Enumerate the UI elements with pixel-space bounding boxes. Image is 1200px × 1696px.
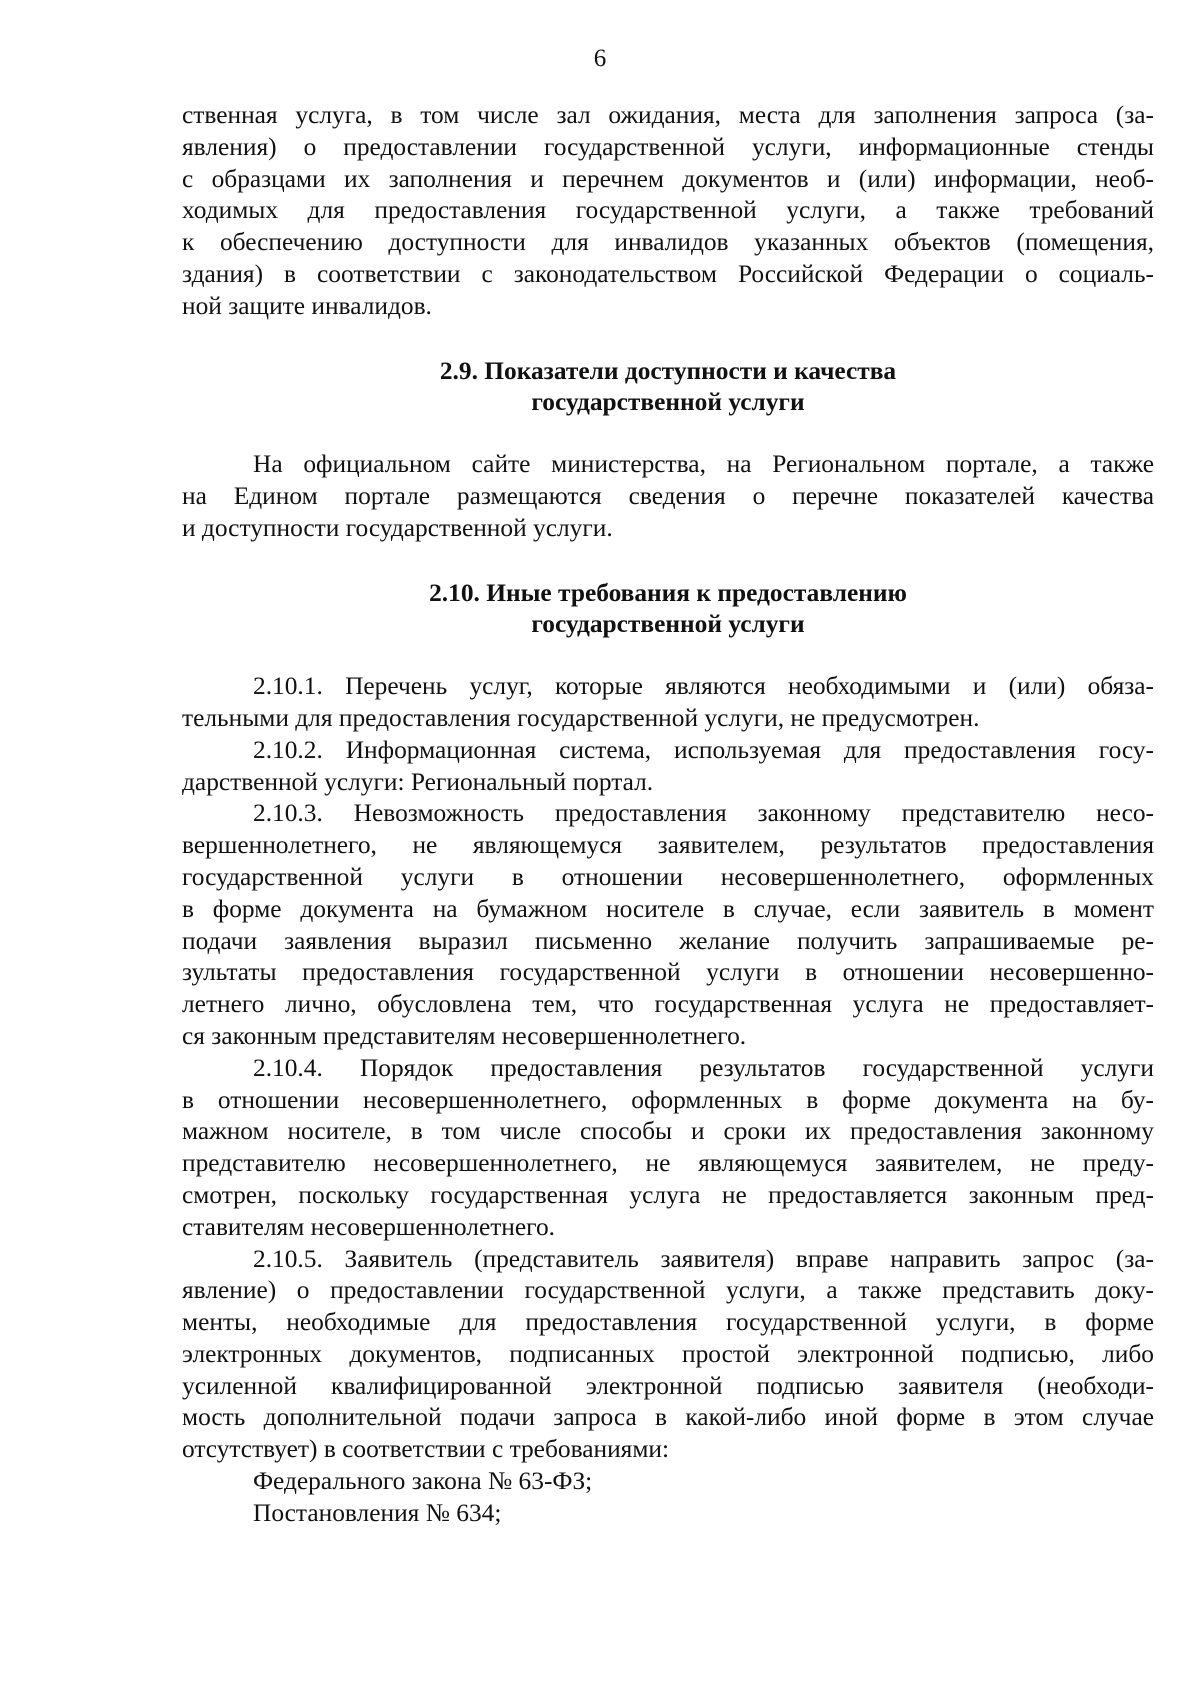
text-line: 2.10.3. Невозможность предоставления законному представителю несо- [253,799,1154,828]
paragraph-2-10-4 [182,1053,1154,1244]
section-title-line: 2.9. Показатели доступности и качества [439,356,897,385]
text-line: с образцами их заполнения и перечнем документов и (или) информации, необ- [182,164,1154,193]
page-number: 6 [593,45,607,72]
text-line: на Едином портале размещаются сведения о перечне показателей качества [182,481,1154,510]
text-line: в форме документа на бумажном носителе в случае, если заявитель в момент [182,894,1154,923]
text-line: ставителям несовершеннолетнего. [182,1212,555,1241]
text-line: вершеннолетнего, не являющемуся заявителем, результатов предоставления [182,831,1154,860]
section-title-line: государственной услуги [531,388,805,417]
intro-paragraph [182,100,1154,323]
section-title-line: государственной услуги [531,610,805,639]
text-line: к обеспечению доступности для инвалидов указанных объектов (помещения, [182,228,1154,257]
text-line: представителю несовершеннолетнего, не являющемуся заявителем, не преду- [182,1149,1154,1178]
text-line: ся законным представителям несовершеннолетнего. [182,1021,747,1050]
text-line: мость дополнительной подачи запроса в какой-либо иной форме в этом случае [182,1403,1154,1432]
text-line: менты, необходимые для предоставления государственной услуги, в форме [182,1308,1154,1337]
text-line: 2.10.1. Перечень услуг, которые являются необходимыми и (или) обяза- [253,672,1154,701]
text-line: летнего лично, обусловлена тем, что государственная услуга не предоставляет- [182,990,1154,1019]
text-line: дарственной услуги: Региональный портал. [182,767,654,796]
text-line: мажном носителе, в том числе способы и сроки их предоставления законному [182,1117,1154,1146]
section-2-10-heading [182,578,1154,642]
text-line: На официальном сайте министерства, на Региональном портале, а также [253,450,1154,479]
section-2-9-heading [182,356,1154,420]
text-line: 2.10.4. Порядок предоставления результатов государственной услуги [253,1053,1154,1082]
text-line: здания) в соответствии с законодательством Российской Федерации о социаль- [182,259,1154,288]
paragraph-2-10-2 [182,735,1154,799]
text-line: в отношении несовершеннолетнего, оформленных в форме документа на бу- [182,1085,1154,1114]
text-line: усиленной квалифицированной электронной подписью заявителя (необходи- [182,1371,1154,1400]
text-line: подачи заявления выразил письменно желание получить запрашиваемые ре- [182,926,1154,955]
text-line: явление) о предоставлении государственной услуги, а также представить доку- [182,1276,1154,1305]
text-line: 2.10.2. Информационная система, используемая для предоставления госу- [253,735,1154,764]
paragraph-2-10-3 [182,798,1154,1052]
text-line: и доступности государственной услуги. [182,513,613,542]
list-item-federal-law [182,1466,1154,1498]
text-line: отсутствует) в соответствии с требованиями: [182,1435,670,1464]
text-line: ной защите инвалидов. [182,291,432,320]
text-line: 2.10.5. Заявитель (представитель заявителя) вправе направить запрос (за- [253,1244,1154,1273]
paragraph-2-10-1 [182,671,1154,735]
text-line: государственной услуги в отношении несовершеннолетнего, оформленных [182,862,1154,891]
text-line: явления) о предоставлении государственной услуги, информационные стенды [182,132,1154,161]
list-item-resolution [182,1498,1154,1530]
section-title-line: 2.10. Иные требования к предоставлению [429,578,907,607]
text-line: Федерального закона № 63-ФЗ; [253,1467,593,1496]
text-line: Постановления № 634; [253,1498,502,1527]
text-line: зультаты предоставления государственной услуги в отношении несовершенно- [182,958,1154,987]
text-line: смотрен, поскольку государственная услуга не предоставляется законным пред- [182,1180,1154,1209]
section-2-9-paragraph [182,449,1154,544]
text-line: тельными для предоставления государственной услуги, не предусмотрен. [182,703,980,732]
text-line: ственная услуга, в том числе зал ожидания, места для заполнения запроса (за- [182,101,1154,129]
text-line: электронных документов, подписанных простой электронной подписью, либо [182,1339,1154,1368]
text-line: ходимых для предоставления государственной услуги, а также требований [182,196,1154,225]
document-body [182,100,1154,1530]
paragraph-2-10-5 [182,1244,1154,1467]
